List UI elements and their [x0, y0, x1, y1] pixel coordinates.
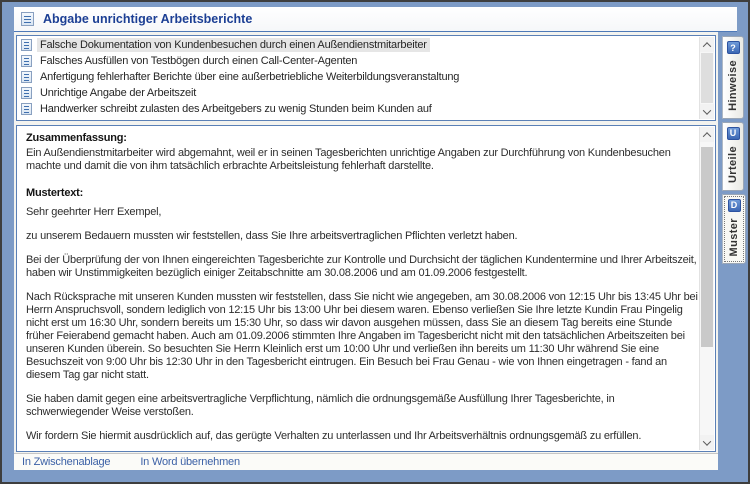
document-content — [26, 132, 698, 447]
summary-text: Ein Außendienstmitarbeiter wird abgemahnt, weil er in seinen Tagesberichten unrichtige Angaben zur Durchführung von Kundenbesuchen machte und damit die von ihm tatsächlich erbrachte Arbeitsleistung fehlerhaft darstellte. — [26, 147, 671, 172]
document-icon — [21, 71, 32, 83]
list-item-label: Handwerker schreibt zulasten des Arbeitgebers zu wenig Stunden beim Kunden auf — [40, 103, 432, 115]
chevron-up-icon — [703, 132, 711, 140]
chevron-up-icon — [703, 42, 711, 50]
scroll-down-button[interactable] — [700, 435, 714, 450]
tab-label: Muster — [728, 217, 740, 257]
list-item[interactable] — [18, 37, 698, 53]
list-item[interactable] — [18, 85, 698, 101]
document-icon — [21, 12, 34, 26]
document-icon — [21, 87, 32, 99]
letter-paragraph: Nach Rücksprache mit unseren Kunden mussten wir feststellen, dass Sie nicht wie angegeben, am 30.08.2006 von 12:15 Uhr bis 13:45 Uhr bei Herrn Anspruchsvoll, sondern lediglich von 12:15 Uhr bis 13:00 Uhr bei diesem waren. Ebenso verließen Sie Ihre letzte Kundin Frau Pingelig nicht erst um 16:30 Uhr, sondern bereits um 15:30 Uhr, so dass wir davon ausgehen müssen, dass Sie an diesem Tag bereits eine Stunde früher Feierabend gemacht haben. Auch am 01.09.2006 stimmten Ihre Angaben im Tagesbericht nicht mit den tatsächlichen Arbeitszeiten bei unseren Kunden überein. So besuchten Sie Herrn Kleinlich erst um 10:00 Uhr und verließen ihn bereits um 11:30 Uhr während Sie eine Besuchszeit von 9:00 Uhr bis 12:30 Uhr in den Tagesbericht eintrugen. Ein Besuch bei Frau Genau - wie von Ihnen eingetragen - fand an diesem Tag gar nicht statt. — [26, 291, 698, 381]
document-icon — [21, 39, 32, 51]
list-item[interactable] — [18, 101, 698, 117]
urteile-icon: U — [727, 127, 740, 140]
document-icon — [21, 103, 32, 115]
list-item-label: Falsche Dokumentation von Kundenbesuchen durch einen Außendienstmitarbeiter — [37, 38, 430, 52]
letter-paragraph: Sehr geehrter Herr Exempel, — [26, 206, 162, 218]
chevron-down-icon — [703, 437, 711, 445]
summary-heading: Zusammenfassung: — [26, 132, 127, 144]
open-in-word-link[interactable]: In Word übernehmen — [140, 456, 240, 468]
action-bar — [14, 454, 718, 470]
list-item-label: Anfertigung fehlerhafter Berichte über eine außerbetriebliche Weiterbildungsveranstaltung — [40, 71, 460, 83]
title-bar — [14, 7, 737, 32]
list-scrollbar[interactable] — [699, 37, 714, 119]
scrollbar-thumb[interactable] — [701, 147, 713, 347]
tab-muster[interactable] — [722, 194, 746, 264]
scroll-up-button[interactable] — [700, 37, 714, 52]
text-scrollbar[interactable] — [699, 127, 714, 450]
tab-hinweise[interactable] — [722, 36, 744, 119]
tab-urteile[interactable] — [722, 122, 744, 191]
document-icon — [21, 55, 32, 67]
list-item[interactable] — [18, 69, 698, 85]
list-item[interactable] — [18, 53, 698, 69]
tab-label: Hinweise — [727, 60, 739, 111]
side-tab-strip — [722, 36, 746, 267]
list-item-label: Unrichtige Angabe der Arbeitszeit — [40, 87, 197, 99]
tab-label: Urteile — [727, 145, 739, 183]
document-textbox — [16, 125, 716, 452]
letter-paragraph: Bei der Überprüfung der von Ihnen eingereichten Tagesberichte zur Kontrolle und Durchsicht der täglichen Kundentermine und Ihrer Arbeitszeit, haben wir Unstimmigkeiten bezüglich einiger Zeitabschnitte am 30.08.2006 und am 01.09.2006 festgestellt. — [26, 254, 697, 279]
copy-to-clipboard-link[interactable]: In Zwischenablage — [22, 456, 111, 468]
page-title: Abgabe unrichtiger Arbeitsberichte — [43, 12, 253, 26]
scrollbar-thumb[interactable] — [701, 53, 713, 103]
scroll-down-button[interactable] — [700, 104, 714, 119]
muster-icon: D — [728, 199, 741, 212]
list-item-label: Falsches Ausfüllen von Testbögen durch einen Call-Center-Agenten — [40, 55, 358, 67]
template-heading: Mustertext: — [26, 187, 84, 199]
case-listbox — [16, 35, 716, 121]
letter-paragraph: zu unserem Bedauern mussten wir feststellen, dass Sie Ihre arbeitsvertraglichen Pflichten verletzt haben. — [26, 230, 518, 242]
letter-paragraph: Wir fordern Sie hiermit ausdrücklich auf, das gerügte Verhalten zu unterlassen und Ihr Arbeitsverhältnis ordnungsgemäß zu erfüllen. — [26, 430, 642, 442]
hinweise-icon: ? — [727, 41, 740, 54]
scroll-up-button[interactable] — [700, 127, 714, 142]
chevron-down-icon — [703, 106, 711, 114]
letter-paragraph: Sie haben damit gegen eine arbeitsvertragliche Verpflichtung, nämlich die ordnungsgemäße Ausfüllung Ihrer Tagesberichte, in schwerwiegender Weise verstoßen. — [26, 393, 615, 418]
case-list — [18, 37, 698, 117]
